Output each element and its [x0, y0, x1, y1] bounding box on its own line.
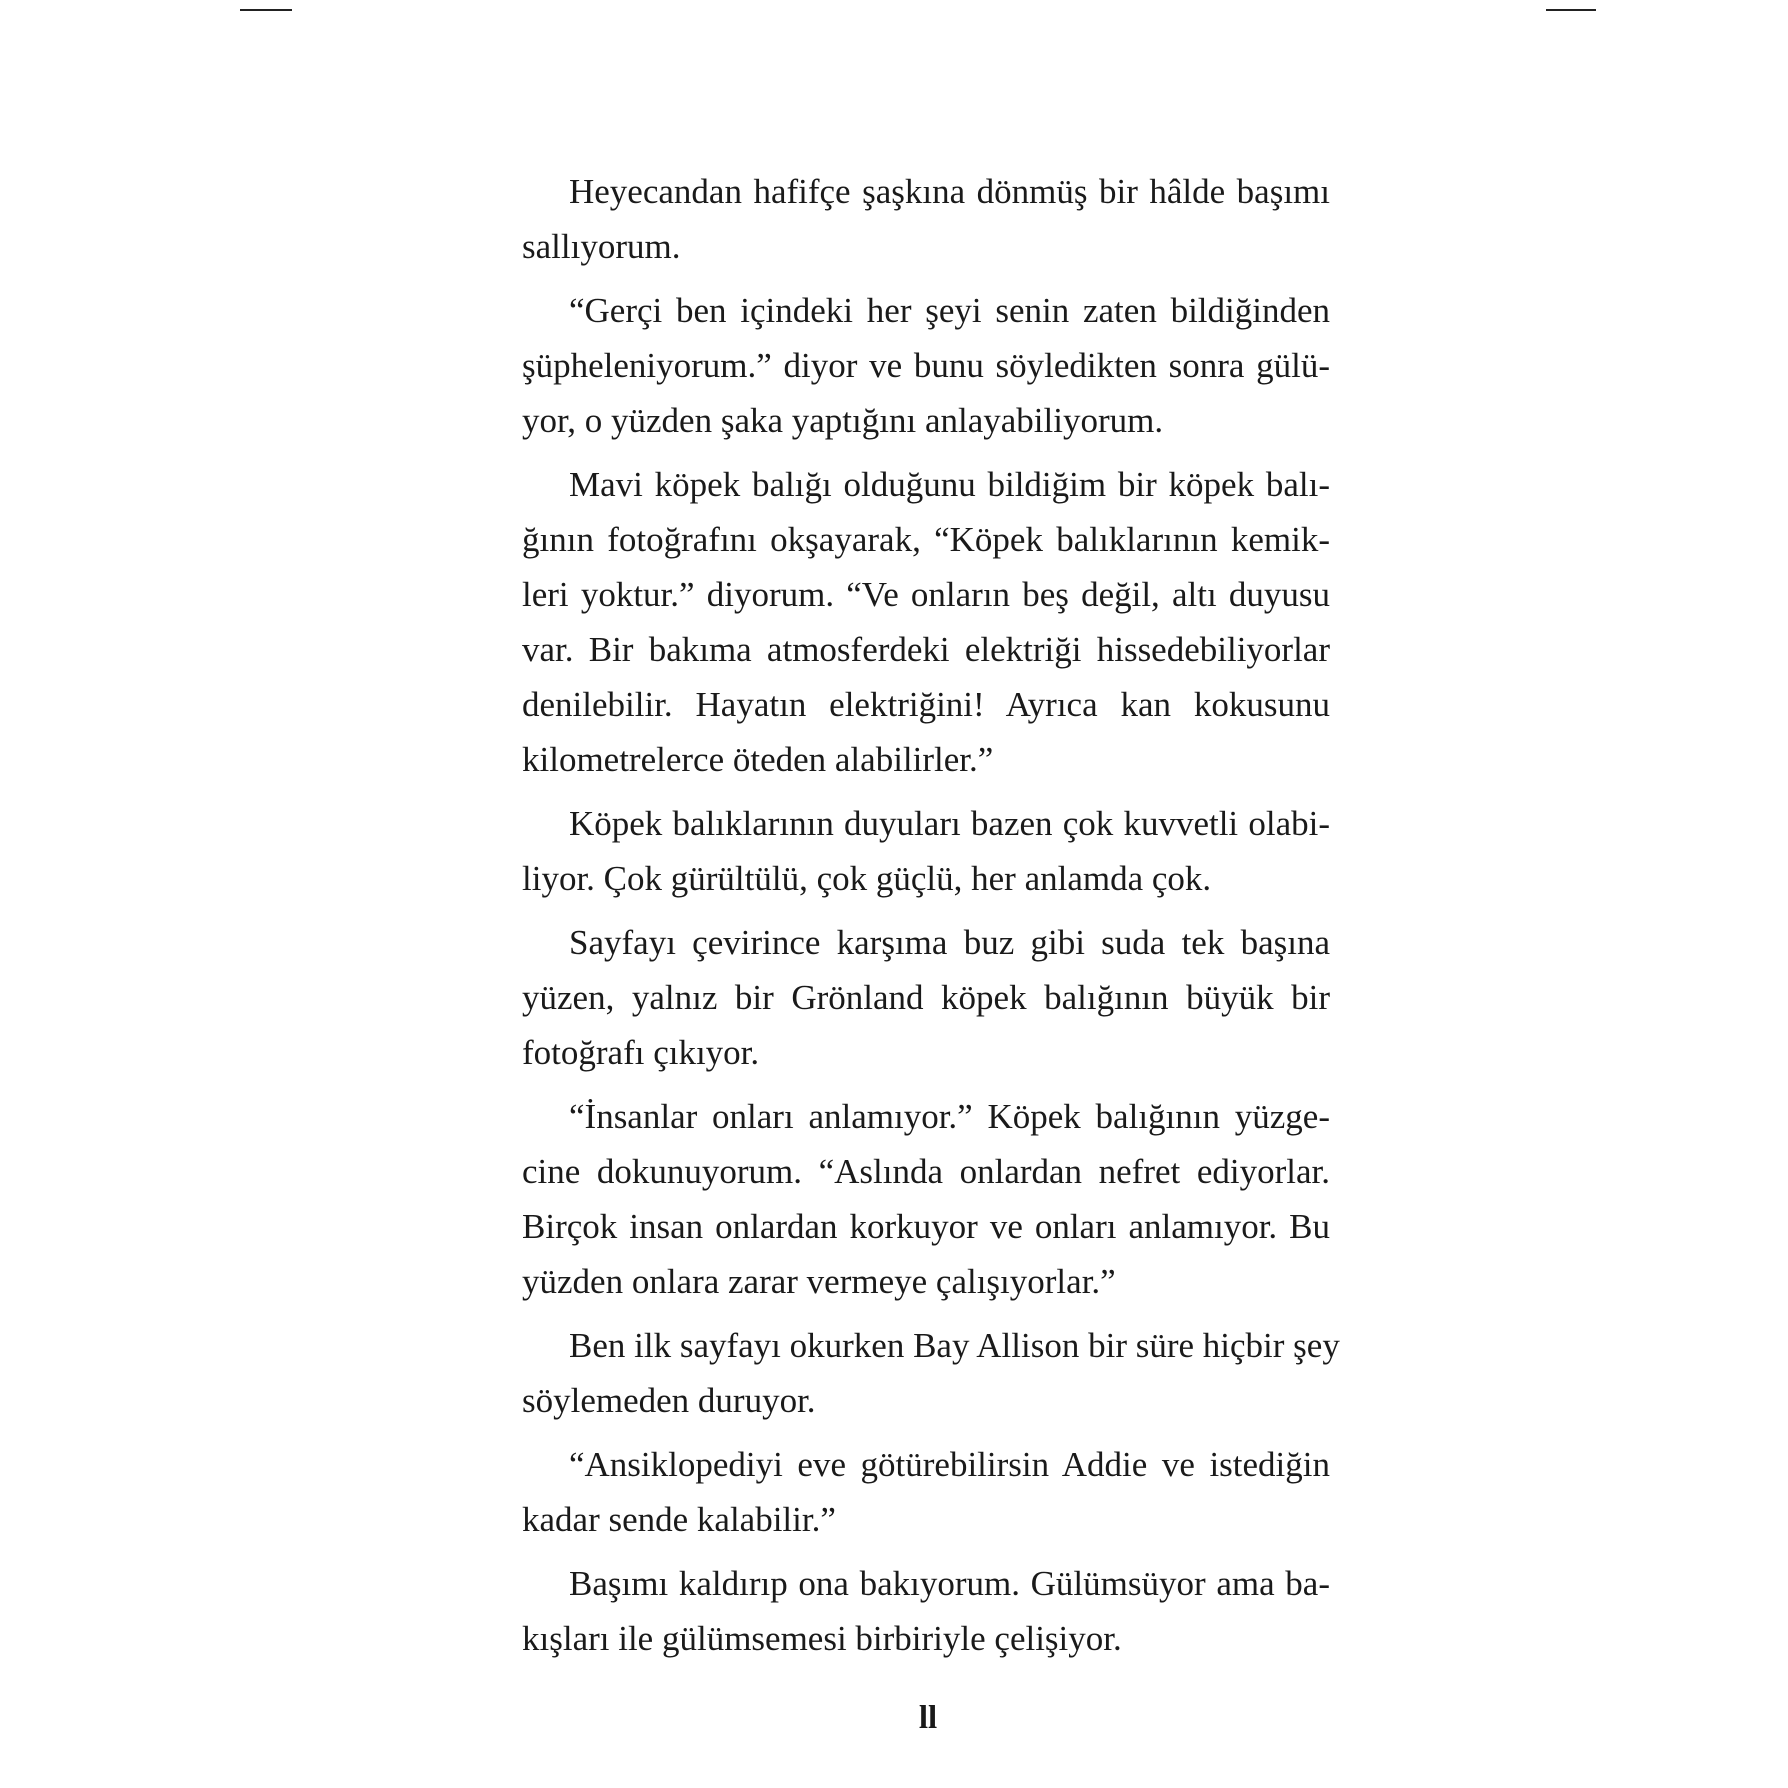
- crop-mark-left: [240, 9, 292, 11]
- paragraph: [522, 1437, 1330, 1547]
- text-line: Köpek balıklarının duyuları bazen çok kuvvetli olabi-: [569, 804, 1330, 843]
- text-line: kilometrelerce öteden alabilirler.”: [522, 740, 994, 779]
- text-line: denilebilir. Hayatın elektriğini! Ayrıca kan kokusunu: [522, 685, 1330, 724]
- text-line: var. Bir bakıma atmosferdeki elektriği hissedebiliyorlar: [522, 630, 1330, 669]
- text-line: fotoğrafı çıkıyor.: [522, 1033, 760, 1072]
- text-line: ğının fotoğrafını okşayarak, “Köpek balıklarının kemik-: [522, 520, 1330, 559]
- text-line: kadar sende kalabilir.”: [522, 1500, 836, 1539]
- paragraph: [522, 796, 1330, 906]
- text-line: şüpheleniyorum.” diyor ve bunu söyledikten sonra gülü-: [522, 346, 1330, 385]
- paragraph: [522, 164, 1330, 274]
- paragraph: [522, 457, 1330, 787]
- text-line: cine dokunuyorum. “Aslında onlardan nefret ediyorlar.: [522, 1152, 1330, 1191]
- paragraph: [522, 1556, 1330, 1666]
- text-line: Sayfayı çevirince karşıma buz gibi suda tek başına: [569, 923, 1330, 962]
- text-line: yüzden onlara zarar vermeye çalışıyorlar.”: [522, 1262, 1116, 1301]
- text-line: sallıyorum.: [522, 227, 681, 266]
- text-line: Mavi köpek balığı olduğunu bildiğim bir köpek balı-: [569, 465, 1330, 504]
- text-line: söylemeden duruyor.: [522, 1381, 816, 1420]
- text-line: yor, o yüzden şaka yaptığını anlayabiliyorum.: [522, 401, 1164, 440]
- text-line: Ben ilk sayfayı okurken Bay Allison bir süre hiçbir şey: [569, 1326, 1340, 1365]
- paragraph: [522, 915, 1330, 1080]
- text-line: Heyecandan hafifçe şaşkına dönmüş bir hâlde başımı: [569, 172, 1330, 211]
- text-line: kışları ile gülümsemesi birbiriyle çelişiyor.: [522, 1619, 1122, 1658]
- text-line: Başımı kaldırıp ona bakıyorum. Gülümsüyor ama ba-: [569, 1564, 1330, 1603]
- text-line: “Gerçi ben içindeki her şeyi senin zaten bildiğinden: [569, 291, 1330, 330]
- crop-mark-right: [1546, 9, 1596, 11]
- paragraph: [522, 1318, 1340, 1428]
- paragraph: [522, 283, 1330, 448]
- text-line: Birçok insan onlardan korkuyor ve onları anlamıyor. Bu: [522, 1207, 1330, 1246]
- text-line: “İnsanlar onları anlamıyor.” Köpek balığının yüzge-: [569, 1097, 1330, 1136]
- text-line: yüzen, yalnız bir Grönland köpek balığının büyük bir: [522, 978, 1330, 1017]
- body-text: [522, 164, 1340, 1675]
- text-line: liyor. Çok gürültülü, çok güçlü, her anlamda çok.: [522, 859, 1212, 898]
- text-line: “Ansiklopediyi eve götürebilirsin Addie ve istediğin: [569, 1445, 1330, 1484]
- paragraph: [522, 1089, 1330, 1309]
- text-line: leri yoktur.” diyorum. “Ve onların beş değil, altı duyusu: [522, 575, 1330, 614]
- page-number: ll: [918, 1700, 938, 1736]
